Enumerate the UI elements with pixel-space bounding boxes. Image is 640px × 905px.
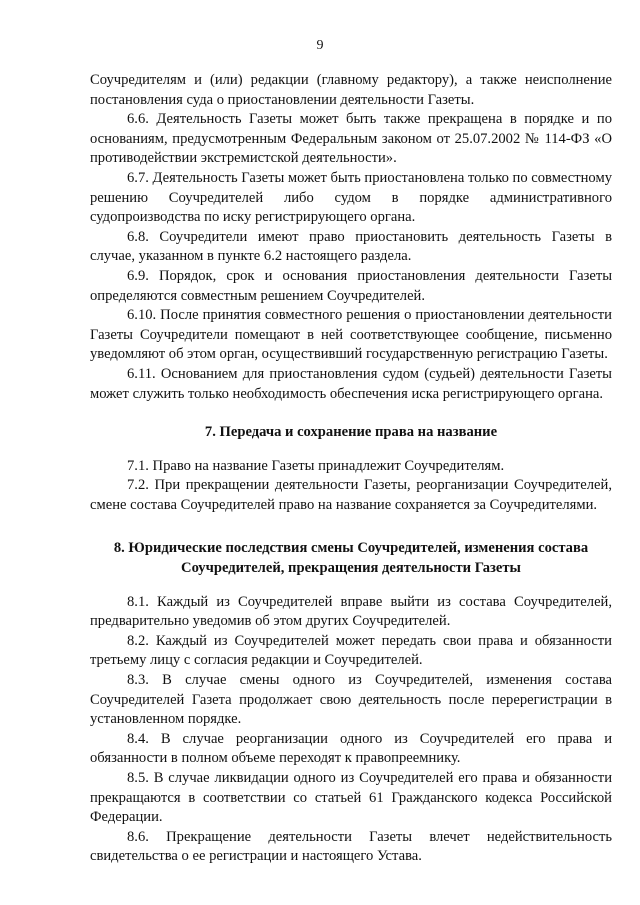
paragraph-6-6: 6.6. Деятельность Газеты может быть также прекращена в порядке и по основаниям, предусмотренным Федеральным законом от 25.07.2002 № 114-ФЗ «О противодействии экстремистской деятельности». — [90, 111, 612, 167]
paragraph-8-2: 8.2. Каждый из Соучредителей может передать свои права и обязанности третьему лицу с согласия редакции и Соучредителей. — [90, 632, 612, 669]
paragraph-8-1: 8.1. Каждый из Соучредителей вправе выйти из состава Соучредителей, предварительно уведомив об этом других Соучредителей. — [90, 593, 612, 630]
section-8-heading-line-1: 8. Юридические последствия смены Соучредителей, изменения состава — [113, 540, 589, 557]
paragraph-6-11: 6.11. Основанием для приостановления судом (судьей) деятельности Газеты может служить только необходимость обеспечения иска регистрирующего органа. — [90, 365, 612, 402]
paragraph-8-6: 8.6. Прекращение деятельности Газеты влечет недействительность свидетельства о ее регистрации и настоящего Устава. — [90, 828, 612, 865]
section-8-heading — [90, 539, 612, 578]
document-body — [90, 71, 612, 867]
paragraph-6-10: 6.10. После принятия совместного решения о приостановлении деятельности Газеты Соучредители помещают в ней соответствующее сообщение, письменно уведомляют об этом орган, осуществивший государственную регистрацию Газеты. — [90, 307, 612, 363]
paragraph-6-9: 6.9. Порядок, срок и основания приостановления деятельности Газеты определяются совместным решением Соучредителей. — [90, 267, 612, 304]
paragraph-6-8: 6.8. Соучредители имеют право приостановить деятельность Газеты в случае, указанном в пункте 6.2 настоящего раздела. — [90, 228, 612, 265]
paragraph-7-2: 7.2. При прекращении деятельности Газеты, реорганизации Соучредителей, смене состава Соучредителей право на название сохраняется за Соучредителями. — [90, 477, 612, 513]
paragraph-8-5: 8.5. В случае ликвидации одного из Соучредителей его права и обязанности прекращаются в соответствии со статьей 61 Гражданского кодекса Российской Федерации. — [90, 770, 612, 826]
section-7-heading: 7. Передача и сохранение права на название — [204, 424, 498, 441]
paragraph-8-3: 8.3. В случае смены одного из Соучредителей, изменения состава Соучредителей Газета продолжает свою деятельность после перерегистрации в установленном порядке. — [90, 672, 612, 728]
page-number: 9 — [316, 38, 324, 53]
paragraph-6-7: 6.7. Деятельность Газеты может быть приостановлена только по совместному решению Соучредителей либо судом в порядке административного судопроизводства по иску регистрирующего органа. — [90, 169, 612, 226]
paragraph-6-5-continuation: Соучредителям и (или) редакции (главному редактору), а также неисполнение постановления суда о приостановлении деятельности Газеты. — [90, 72, 612, 108]
paragraph-8-4: 8.4. В случае реорганизации одного из Соучредителей его права и обязанности в полном объеме переходят к правопреемнику. — [90, 730, 612, 767]
section-8-heading-line-2: Соучредителей, прекращения деятельности Газеты — [181, 560, 521, 577]
paragraph-7-1: 7.1. Право на название Газеты принадлежит Соучредителям. — [127, 457, 505, 474]
